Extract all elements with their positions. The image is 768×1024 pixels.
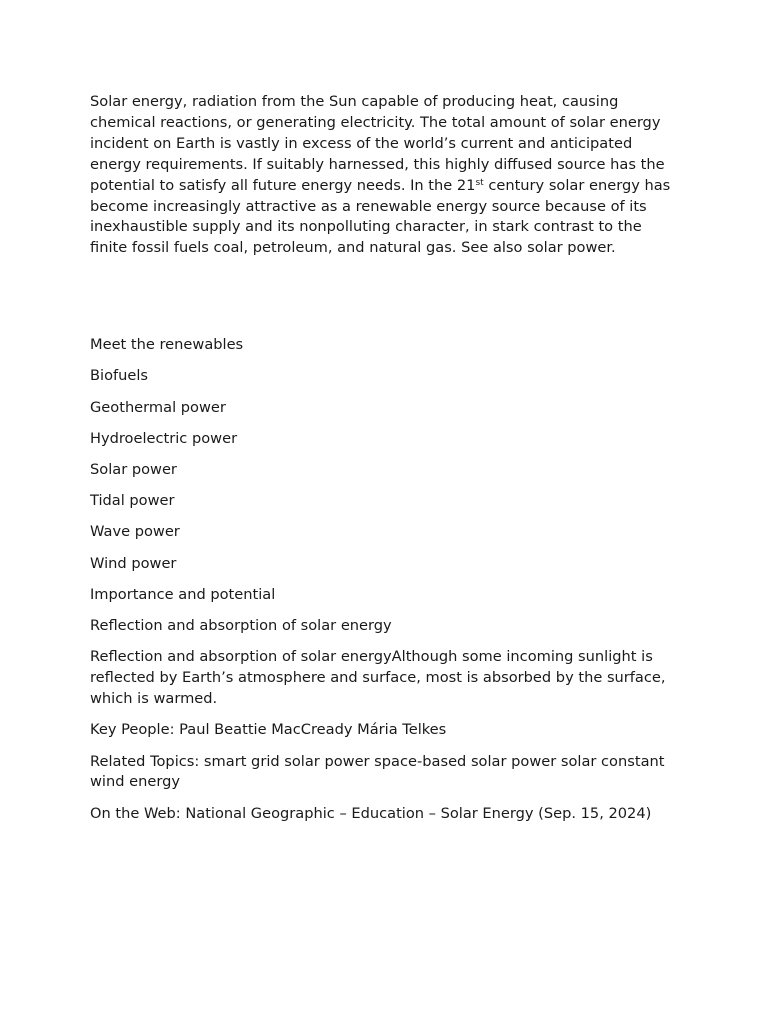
list-item: Biofuels (90, 367, 149, 385)
on-the-web: On the Web: National Geographic – Education – Solar Energy (Sep. 15, 2024) (90, 804, 652, 822)
related-topics: Related Topics: smart grid solar power space-based solar power solar constant wind energy (90, 752, 665, 791)
list-item: Importance and potential (90, 585, 276, 603)
list-item: Hydroelectric power (90, 429, 238, 447)
key-people: Key People: Paul Beattie MacCready Mária Telkes (90, 721, 447, 739)
content-list (90, 335, 680, 824)
ordinal-suffix: st (475, 177, 484, 188)
intro-text-end: century solar energy has become increasingly attractive as a renewable energy source because of its inexhaustible supply and its nonpolluting character, in stark contrast to the finite fossil fuels coal, petroleum, and natural gas. See also solar power. (90, 176, 671, 257)
list-item: Wave power (90, 523, 180, 541)
caption-paragraph: Reflection and absorption of solar energyAlthough some incoming sunlight is reflected by Earth’s atmosphere and surface, most is absorbed by the surface, which is warmed. (90, 648, 666, 708)
list-item: Wind power (90, 554, 177, 572)
intro-paragraph (90, 92, 680, 259)
intro-text-start: Solar energy, radiation from the Sun capable of producing heat, causing chemical reactions, or generating electricity. The total amount of solar energy incident on Earth is vastly in excess of the world’s current and anticipated energy requirements. If suitably harnessed, this highly diffused source has the potential to satisfy all future energy needs. In the 21 (90, 93, 665, 194)
list-item: Geothermal power (90, 398, 226, 416)
list-item: Meet the renewables (90, 336, 244, 354)
list-item: Tidal power (90, 492, 175, 510)
list-item: Reflection and absorption of solar energy (90, 617, 392, 635)
list-item: Solar power (90, 461, 177, 479)
document-page (90, 92, 680, 835)
